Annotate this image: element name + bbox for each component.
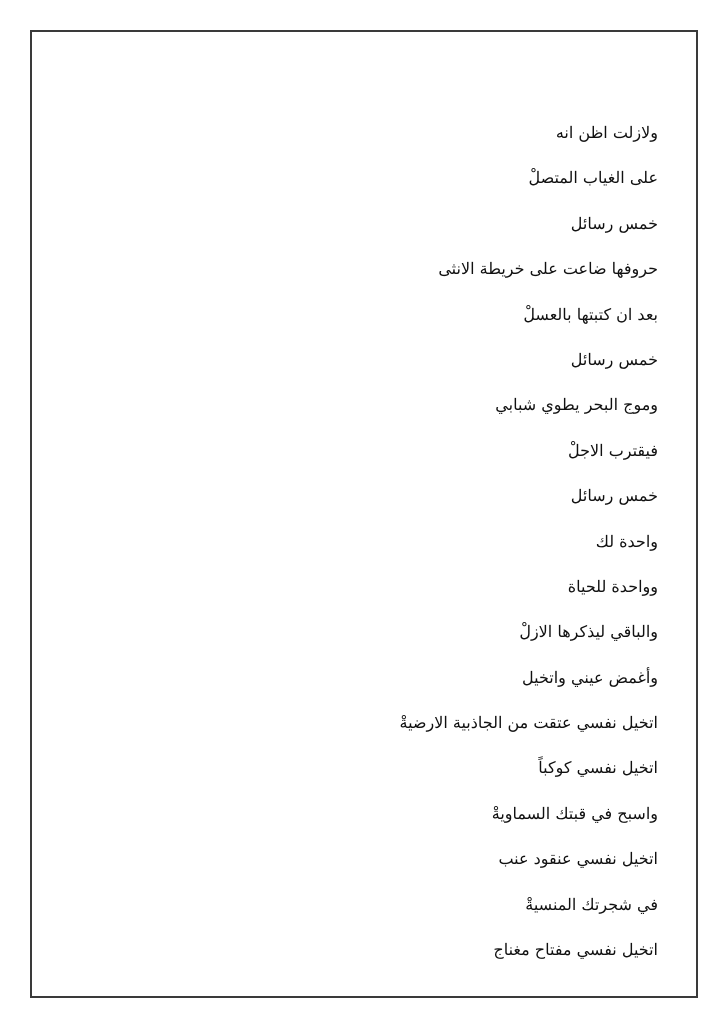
poem-line: خمس رسائل [570, 349, 658, 369]
poem-line: حروفها ضاعت على خريطة الانثى [438, 259, 658, 279]
poem-line: وواحدة للحياة [567, 576, 658, 596]
poem-line: اتخيل نفسي عتقت من الجاذبية الارضيةْ [399, 713, 658, 733]
poem-line: خمس رسائل [570, 486, 658, 506]
poem-line: وموج البحر يطوي شبابي [495, 395, 658, 415]
poem-line: اتخيل نفسي عنقود عنب [498, 849, 658, 869]
poem-text [400, 116, 658, 978]
poem-line: واحدة لك [595, 531, 658, 551]
poem-line: واسبح في قبتك السماويةْ [491, 803, 658, 823]
poem-line: اتخيل نفسي كوكباً [538, 758, 658, 778]
poem-line: وأغمض عيني واتخيل [522, 667, 658, 687]
poem-line: خمس رسائل [570, 213, 658, 233]
poem-line: فيقترب الاجلْ [568, 440, 658, 460]
poem-line: والباقي ليذكرها الازلْ [519, 622, 658, 642]
poem-line: ولازلت اظن انه [555, 123, 658, 142]
page-frame [30, 30, 698, 998]
poem-line: على الغياب المتصلْ [528, 168, 658, 188]
poem-line: اتخيل نفسي مفتاح مغناج [493, 940, 658, 960]
poem-line: بعد ان كتبتها بالعسلْ [523, 304, 658, 324]
poem-line: في شجرتك المنسيةْ [525, 894, 658, 914]
